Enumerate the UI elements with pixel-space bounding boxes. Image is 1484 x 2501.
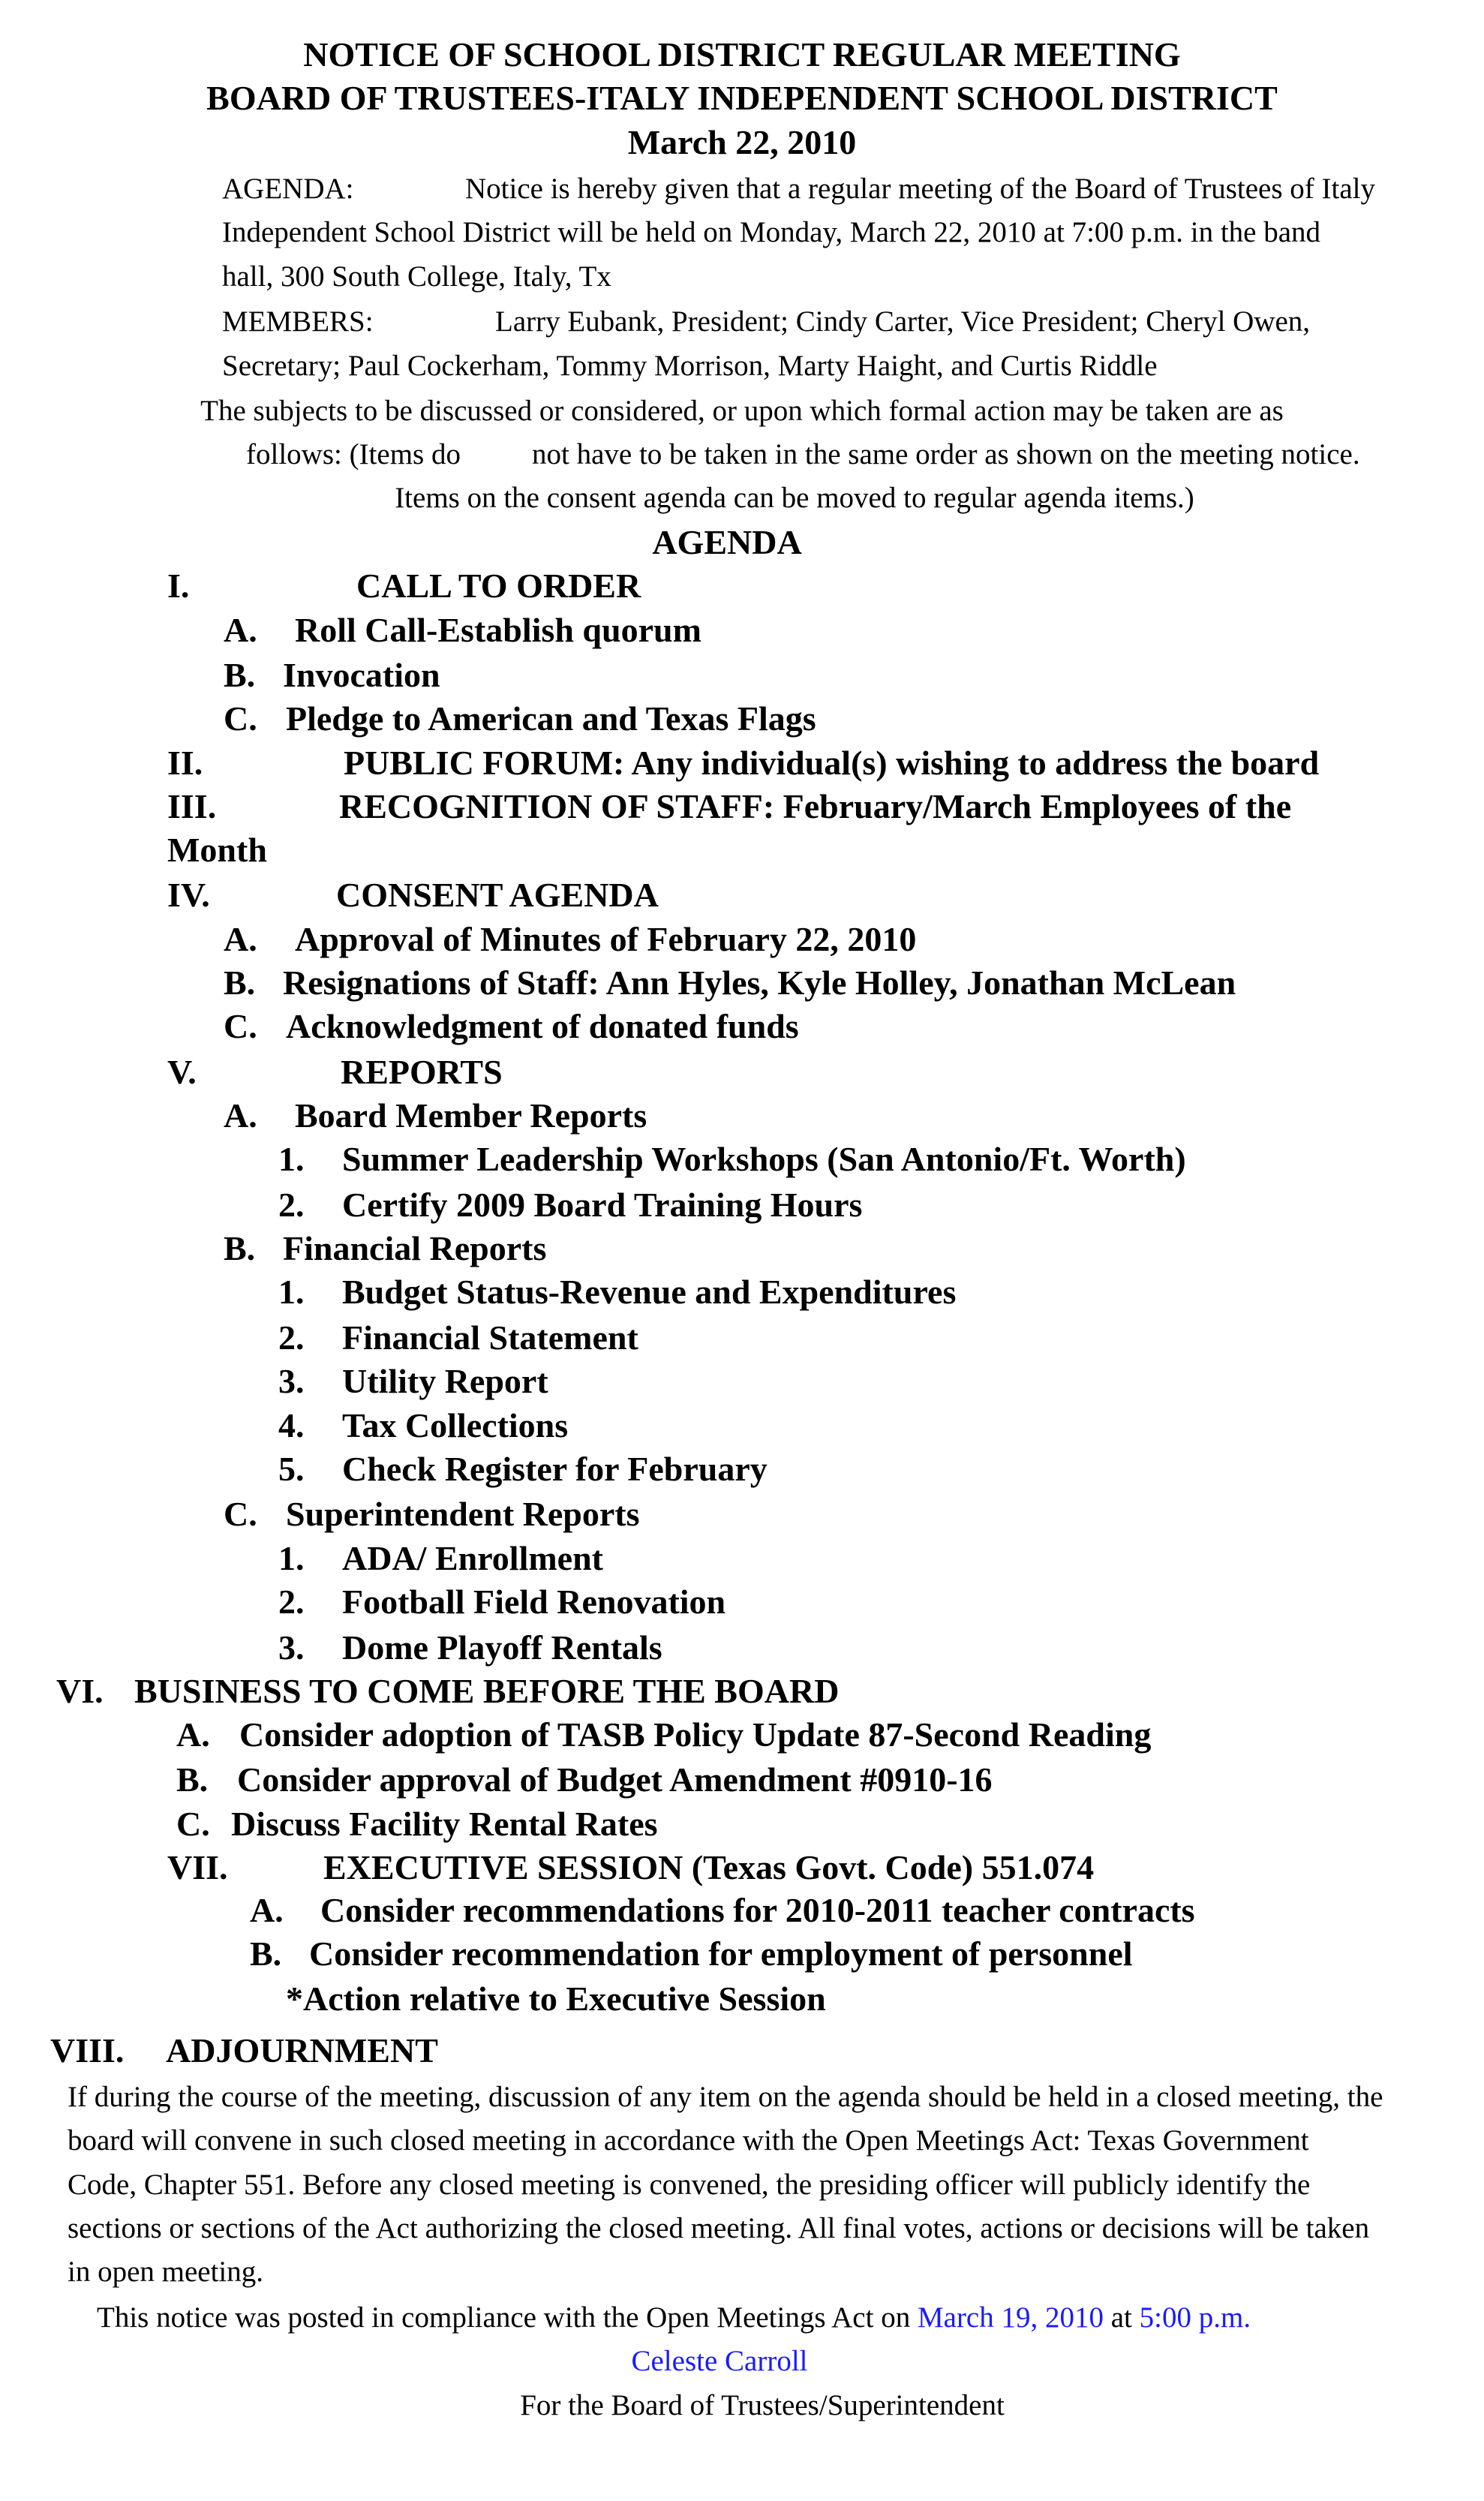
item-5b3-num: 3. <box>278 1362 305 1400</box>
item-5a2-text: Certify 2009 Board Training Hours <box>342 1186 863 1224</box>
item-5b5-num: 5. <box>278 1450 305 1488</box>
subjects-text-3: Items on the consent agenda can be moved to regular agenda items.) <box>395 482 1194 514</box>
item-5b2-text: Financial Statement <box>342 1318 638 1357</box>
item-5a-num: A. <box>224 1096 257 1135</box>
item-4a-text: Approval of Minutes of February 22, 2010 <box>295 920 917 958</box>
item-5b3-text: Utility Report <box>342 1362 548 1400</box>
item-5c-text: Superintendent Reports <box>286 1495 640 1533</box>
item-5b-num: B. <box>224 1229 256 1267</box>
item-1c-num: C. <box>224 699 257 738</box>
item-5c1-num: 1. <box>278 1539 305 1577</box>
section-6-title: BUSINESS TO COME BEFORE THE BOARD <box>134 1672 840 1710</box>
item-5b5-text: Check Register for February <box>342 1450 768 1488</box>
item-1c-text: Pledge to American and Texas Flags <box>286 699 816 738</box>
section-7-title: EXECUTIVE SESSION (Texas Govt. Code) 551.074 <box>323 1848 1095 1886</box>
posted-time: 5:00 p.m. <box>1139 2301 1251 2334</box>
posted-at: at <box>1104 2301 1140 2334</box>
section-8-title: ADJOURNMENT <box>166 2031 438 2070</box>
item-5c2-text: Football Field Renovation <box>342 1583 726 1621</box>
item-1b-num: B. <box>224 656 256 694</box>
subjects-text-1: The subjects to be discussed or considered, or upon which formal action may be taken are as <box>200 395 1284 427</box>
item-6a-num: A. <box>176 1715 210 1754</box>
agenda-text-2: Independent School District will be held on Monday, March 22, 2010 at 7:00 p.m. in the band <box>222 216 1321 248</box>
item-5a1-num: 1. <box>278 1140 305 1178</box>
closing-paragraph-line: sections or sections of the Act authorizing the closed meeting. All final votes, actions or decisions will be taken <box>68 2212 1370 2244</box>
item-5c3-text: Dome Playoff Rentals <box>342 1628 662 1667</box>
item-5b-text: Financial Reports <box>283 1229 547 1267</box>
item-4b-num: B. <box>224 963 256 1002</box>
item-7a-num: A. <box>250 1891 284 1929</box>
item-5a-text: Board Member Reports <box>295 1096 647 1135</box>
section-4-title: CONSENT AGENDA <box>336 876 659 914</box>
item-5c1-text: ADA/ Enrollment <box>342 1539 603 1577</box>
item-4c-text: Acknowledgment of donated funds <box>286 1007 799 1045</box>
item-5a2-num: 2. <box>278 1186 305 1224</box>
item-5a1-text: Summer Leadership Workshops (San Antonio/Ft. Worth) <box>342 1140 1186 1178</box>
title-line-2: BOARD OF TRUSTEES-ITALY INDEPENDENT SCHOOL DISTRICT <box>206 79 1278 117</box>
executive-action-note: *Action relative to Executive Session <box>286 1979 826 2018</box>
signer-title: For the Board of Trustees/Superintendent <box>520 2389 1005 2421</box>
members-text-1: Larry Eubank, President; Cindy Carter, Vice President; Cheryl Owen, <box>495 305 1311 338</box>
section-7-num: VII. <box>167 1848 228 1886</box>
section-4-num: IV. <box>167 876 210 914</box>
item-5b4-num: 4. <box>278 1406 305 1444</box>
item-6c-text: Discuss Facility Rental Rates <box>231 1805 658 1843</box>
signer-name: Celeste Carroll <box>631 2345 808 2377</box>
agenda-heading: AGENDA <box>652 523 802 561</box>
members-label: MEMBERS: <box>222 305 374 338</box>
members-text-2: Secretary; Paul Cockerham, Tommy Morrison, Marty Haight, and Curtis Riddle <box>222 350 1158 382</box>
item-5c-num: C. <box>224 1495 257 1533</box>
section-3-title-cont: Month <box>167 831 267 869</box>
item-4a-num: A. <box>224 920 257 958</box>
item-7a-text: Consider recommendations for 2010-2011 teacher contracts <box>320 1891 1195 1929</box>
item-5c3-num: 3. <box>278 1628 305 1667</box>
item-5b1-num: 1. <box>278 1273 305 1311</box>
posted-date: March 19, 2010 <box>917 2301 1104 2334</box>
item-6c-num: C. <box>176 1805 210 1843</box>
item-5b4-text: Tax Collections <box>342 1406 569 1444</box>
item-6b-text: Consider approval of Budget Amendment #0910-16 <box>237 1760 993 1799</box>
subjects-text-2a: follows: (Items do <box>246 438 461 470</box>
item-1a-text: Roll Call-Establish quorum <box>295 611 701 649</box>
item-1b-text: Invocation <box>283 656 440 694</box>
item-1a-num: A. <box>224 611 257 649</box>
closing-paragraph-line: If during the course of the meeting, discussion of any item on the agenda should be held in a closed meeting, the <box>68 2081 1383 2113</box>
closing-paragraph-line: in open meeting. <box>68 2256 264 2288</box>
section-3-num: III. <box>167 787 217 825</box>
item-5b2-num: 2. <box>278 1318 305 1357</box>
item-7b-num: B. <box>250 1934 282 1973</box>
section-2-num: II. <box>167 744 203 782</box>
agenda-label: AGENDA: <box>222 173 354 205</box>
item-5c2-num: 2. <box>278 1583 305 1621</box>
closing-paragraph-line: board will convene in such closed meeting in accordance with the Open Meetings Act: Texas Government <box>68 2124 1309 2157</box>
item-6a-text: Consider adoption of TASB Policy Update 87-Second Reading <box>239 1715 1152 1754</box>
posted-notice <box>97 2295 1251 2340</box>
section-2-title: PUBLIC FORUM: Any individual(s) wishing to address the board <box>344 744 1320 782</box>
section-6-num: VI. <box>56 1672 104 1710</box>
closing-paragraph-line: Code, Chapter 551. Before any closed meeting is convened, the presiding officer will publicly identify the <box>68 2169 1311 2201</box>
section-1-title: CALL TO ORDER <box>356 567 641 605</box>
item-5b1-text: Budget Status-Revenue and Expenditures <box>342 1273 957 1311</box>
section-5-num: V. <box>167 1053 197 1091</box>
item-4c-num: C. <box>224 1007 257 1045</box>
section-1-num: I. <box>167 567 190 605</box>
posted-prefix: This notice was posted in compliance with the Open Meetings Act on <box>97 2301 918 2334</box>
title-line-1: NOTICE OF SCHOOL DISTRICT REGULAR MEETING <box>303 35 1181 74</box>
item-6b-num: B. <box>176 1760 209 1799</box>
meeting-date: March 22, 2010 <box>627 123 857 161</box>
agenda-text-1: Notice is hereby given that a regular meeting of the Board of Trustees of Italy <box>465 173 1375 205</box>
section-3-title: RECOGNITION OF STAFF: February/March Employees of the <box>339 787 1292 825</box>
agenda-text-3: hall, 300 South College, Italy, Tx <box>222 260 611 293</box>
section-5-title: REPORTS <box>341 1053 503 1091</box>
section-8-num: VIII. <box>50 2031 125 2070</box>
subjects-text-2b: not have to be taken in the same order as shown on the meeting notice. <box>532 438 1360 470</box>
item-4b-text: Resignations of Staff: Ann Hyles, Kyle Holley, Jonathan McLean <box>283 963 1236 1002</box>
item-7b-text: Consider recommendation for employment of personnel <box>309 1934 1133 1973</box>
